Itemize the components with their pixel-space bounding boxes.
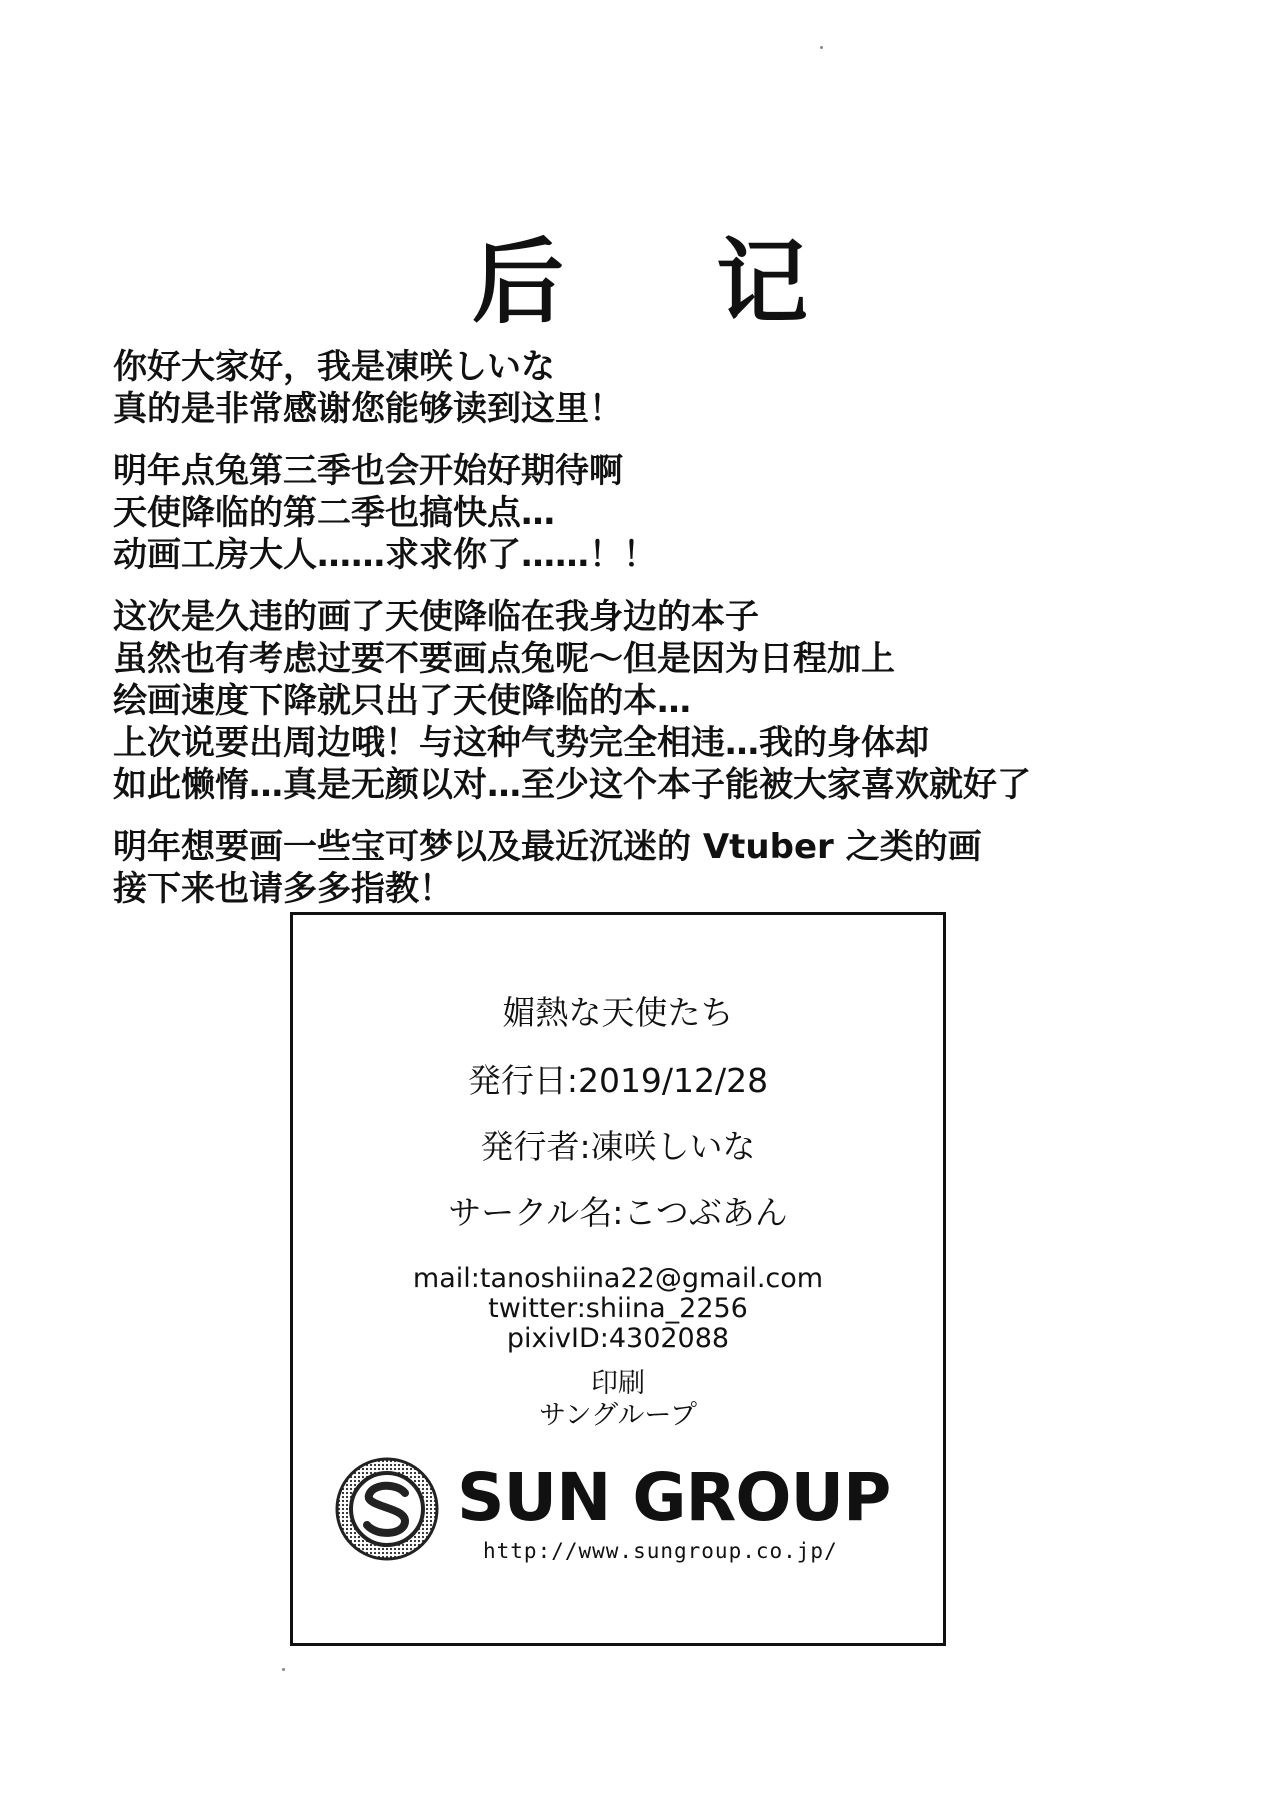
afterword-paragraph xyxy=(113,596,1213,806)
afterword-paragraph xyxy=(113,450,1213,576)
afterword-line: 这次是久违的画了天使降临在我身边的本子 xyxy=(113,597,759,637)
afterword-paragraph xyxy=(113,346,1213,430)
circle-name: サークル名:こつぶあん xyxy=(448,1193,788,1232)
paper-speck xyxy=(820,46,823,49)
sun-group-url: http://www.sungroup.co.jp/ xyxy=(483,1539,838,1563)
afterword-line: 绘画速度下降就只出了天使降临的本… xyxy=(113,681,691,721)
printer-name: サングループ xyxy=(539,1400,697,1431)
sun-group-logo-text: SUN GROUP xyxy=(457,1459,891,1536)
afterword-line: 动画工房大人……求求你了……！！ xyxy=(113,535,657,575)
afterword-line: 天使降临的第二季也搞快点… xyxy=(113,493,555,533)
afterword-body xyxy=(113,346,1213,930)
afterword-paragraph xyxy=(113,826,1213,910)
contact-pixiv: pixivID:4302088 xyxy=(506,1323,730,1354)
afterword-line: 明年点兔第三季也会开始好期待啊 xyxy=(113,451,623,491)
publish-date: 発行日:2019/12/28 xyxy=(467,1061,769,1100)
contact-mail: mail:tanoshiina22@gmail.com xyxy=(412,1263,824,1294)
afterword-line: 明年想要画一些宝可梦以及最近沉迷的 Vtuber 之类的画 xyxy=(113,827,982,867)
afterword-line: 真的是非常感谢您能够读到这里！ xyxy=(113,389,623,429)
print-label: 印刷 xyxy=(591,1368,645,1399)
sun-group-logo-icon xyxy=(333,1455,441,1563)
colophon-box xyxy=(290,912,946,1646)
sun-group-logo xyxy=(333,1455,909,1585)
afterword-line: 上次说要出周边哦！与这种气势完全相违…我的身体却 xyxy=(113,723,929,763)
afterword-line: 如此懒惰…真是无颜以对…至少这个本子能被大家喜欢就好了 xyxy=(113,765,1031,805)
afterword-line: 你好大家好，我是凍咲しいな xyxy=(113,347,555,387)
paper-speck xyxy=(282,1668,285,1671)
book-title: 媚熱な天使たち xyxy=(502,993,734,1032)
afterword-line: 虽然也有考虑过要不要画点兔呢～但是因为日程加上 xyxy=(113,639,895,679)
contact-twitter: twitter:shiina_2256 xyxy=(488,1293,748,1324)
afterword-line: 接下来也请多多指教！ xyxy=(113,869,453,909)
page-title: 后 记 xyxy=(471,229,869,336)
publisher: 発行者:凍咲しいな xyxy=(480,1127,756,1166)
